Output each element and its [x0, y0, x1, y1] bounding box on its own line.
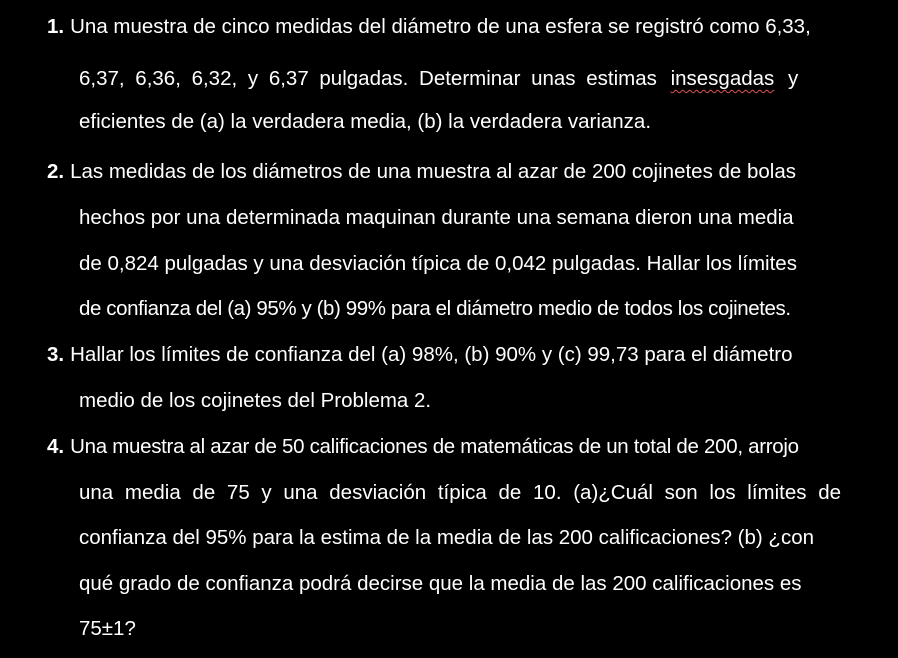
- problem-3-text-2: medio de los cojinetes del Problema 2.: [79, 389, 432, 412]
- problem-2-text-3: de 0,824 pulgadas y una desviación típica de 0,042 pulgadas. Hallar los límites: [79, 252, 797, 275]
- problem-1-number: 1.: [47, 15, 65, 38]
- problem-2-text-4: de confianza del (a) 95% y (b) 99% para el diámetro medio de todos los cojinetes.: [79, 297, 791, 320]
- problem-2-line-1: [47, 160, 882, 184]
- problem-1-line-3: [79, 110, 882, 134]
- problem-2-line-3: [79, 252, 882, 276]
- problem-4-text-4: qué grado de confianza podrá decirse que la media de las 200 calificaciones es: [79, 572, 802, 595]
- problem-2-line-2: [79, 206, 882, 230]
- problem-4-line-4: [79, 572, 882, 596]
- problem-2-text-1: Las medidas de los diámetros de una muestra al azar de 200 cojinetes de bolas: [70, 160, 797, 183]
- problem-3-line-1: [47, 343, 882, 367]
- problem-4-line-3: [79, 526, 882, 550]
- problem-1-line-2: [79, 67, 882, 91]
- problem-2-text-2: hechos por una determinada maquinan durante una semana dieron una media: [79, 206, 794, 229]
- problem-1-line-1: [47, 15, 882, 39]
- problem-4-text-3: confianza del 95% para la estima de la media de las 200 calificaciones? (b) ¿con: [79, 526, 814, 549]
- problem-1-text-3: y: [788, 67, 799, 90]
- problem-4-number: 4.: [47, 435, 65, 458]
- problem-4-text-5: 75±1?: [79, 617, 136, 640]
- problem-4-text-2: una media de 75 y una desviación típica de 10. (a)¿Cuál son los límites de: [79, 481, 842, 504]
- problem-3-line-2: [79, 389, 882, 413]
- problem-1-text-1: Una muestra de cinco medidas del diámetro de una esfera se registró como 6,33,: [70, 15, 811, 38]
- spellcheck-flagged-word[interactable]: insesgadas: [670, 67, 775, 90]
- problem-4-line-5: [79, 617, 882, 641]
- problem-3-number: 3.: [47, 343, 65, 366]
- problem-2-line-4: [79, 297, 882, 321]
- problem-4-line-2: [79, 481, 882, 505]
- problem-3-text-1: Hallar los límites de confianza del (a) 98%, (b) 90% y (c) 99,73 para el diámetro: [70, 343, 793, 366]
- problem-1-text-2: 6,37, 6,36, 6,32, y 6,37 pulgadas. Determinar unas estimas: [79, 67, 657, 90]
- problem-1-text-4: eficientes de (a) la verdadera media, (b) la verdadera varianza.: [79, 110, 652, 133]
- problem-4-text-1: Una muestra al azar de 50 calificaciones de matemáticas de un total de 200, arrojo: [70, 435, 799, 458]
- problem-4-line-1: [47, 435, 882, 459]
- problem-2-number: 2.: [47, 160, 65, 183]
